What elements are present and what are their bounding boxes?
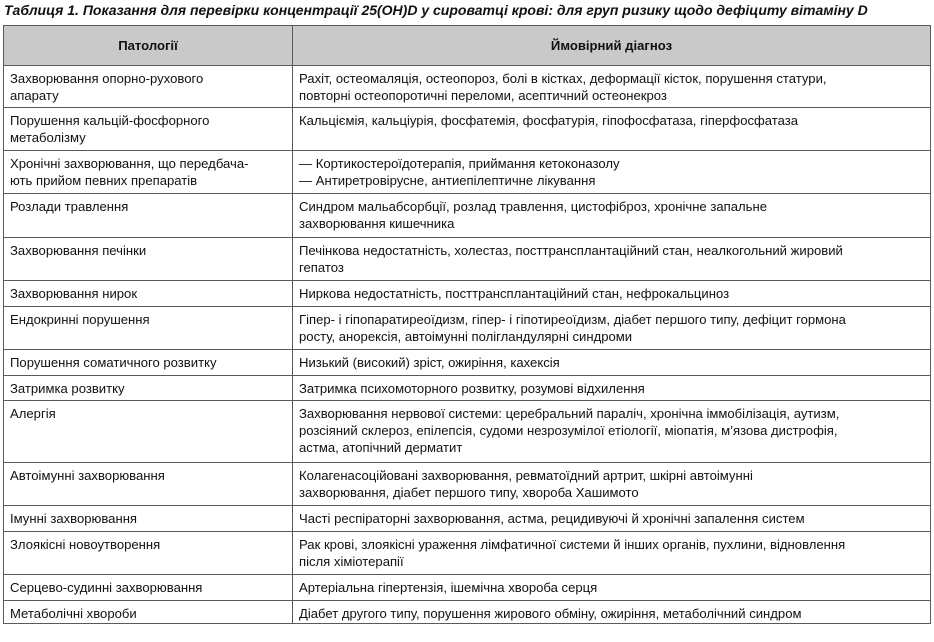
diagnosis-text-line: Рахіт, остеомаляція, остеопороз, болі в кістках, деформації кісток, порушення статури, bbox=[299, 71, 827, 86]
pathology-cell bbox=[4, 238, 293, 281]
pathology-text-line: апарату bbox=[10, 88, 59, 103]
pathology-text-line: Злоякісні новоутворення bbox=[10, 537, 161, 552]
diagnosis-text-line: після хіміотерапії bbox=[299, 554, 404, 569]
diagnosis-text-line: гепатоз bbox=[299, 260, 344, 275]
diagnosis-text-line: Діабет другого типу, порушення жирового обміну, ожиріння, метаболічний синдром bbox=[299, 606, 802, 621]
pathology-cell bbox=[4, 506, 293, 532]
diagnosis-text-line: Захворювання нервової системи: церебральний параліч, хронічна іммобілізація, аутизм, bbox=[299, 406, 840, 421]
diagnosis-text-line: Синдром мальабсорбції, розлад травлення, цистофіброз, хронічне запальне bbox=[299, 199, 767, 214]
diagnosis-cell bbox=[293, 532, 931, 575]
pathology-cell bbox=[4, 376, 293, 401]
diagnosis-text-line: астма, атопічний дерматит bbox=[299, 440, 463, 455]
pathology-cell bbox=[4, 108, 293, 151]
pathology-cell bbox=[4, 575, 293, 601]
pathology-cell bbox=[4, 194, 293, 238]
diagnosis-text-line: Низький (високий) зріст, ожиріння, кахексія bbox=[299, 355, 560, 370]
diagnosis-text-line: Печінкова недостатність, холестаз, посттрансплантаційний стан, неалкогольний жировий bbox=[299, 243, 843, 258]
diagnosis-text-line: росту, анорексія, автоімунні полігландулярні синдроми bbox=[299, 329, 633, 344]
table-row bbox=[4, 401, 931, 463]
table-row bbox=[4, 532, 931, 575]
pathology-cell bbox=[4, 307, 293, 350]
diagnosis-text-line: розсіяний склероз, епілепсія, судоми незрозумілої етіології, міопатія, м’язова дистрофія, bbox=[299, 423, 838, 438]
table-row bbox=[4, 151, 931, 194]
diagnosis-text-line: повторні остеопоротичні переломи, асептичний остеонекроз bbox=[299, 88, 667, 103]
pathology-cell bbox=[4, 350, 293, 376]
diagnosis-cell bbox=[293, 376, 931, 401]
diagnosis-text-line: Ниркова недостатність, посттрансплантаційний стан, нефрокальциноз bbox=[299, 286, 730, 301]
pathology-text-line: Затримка розвитку bbox=[10, 381, 125, 396]
table-row bbox=[4, 506, 931, 532]
diagnosis-text-line: Гіпер- і гіпопаратиреоїдизм, гіпер- і гіпотиреоїдизм, діабет першого типу, дефіцит гормона bbox=[299, 312, 846, 327]
table-row bbox=[4, 66, 931, 108]
pathology-cell bbox=[4, 463, 293, 506]
pathology-text-line: Імунні захворювання bbox=[10, 511, 138, 526]
pathology-text-line: ють прийом певних препаратів bbox=[10, 173, 198, 188]
diagnosis-cell bbox=[293, 575, 931, 601]
pathology-cell bbox=[4, 66, 293, 108]
diagnosis-text-line: захворювання, діабет першого типу, хвороба Хашимото bbox=[299, 485, 639, 500]
table-header-row bbox=[4, 26, 931, 66]
table-row bbox=[4, 194, 931, 238]
pathology-text-line: Порушення соматичного розвитку bbox=[10, 355, 217, 370]
pathology-text-line: Метаболічні хвороби bbox=[10, 606, 137, 621]
diagnosis-text-line: Затримка психомоторного розвитку, розумові відхилення bbox=[299, 381, 645, 396]
diagnosis-cell bbox=[293, 350, 931, 376]
table-row bbox=[4, 307, 931, 350]
pathology-text-line: Хронічні захворювання, що передбача- bbox=[10, 156, 249, 171]
pathology-text-line: Серцево-судинні захворювання bbox=[10, 580, 203, 595]
diagnosis-cell bbox=[293, 601, 931, 624]
pathology-text-line: Захворювання нирок bbox=[10, 286, 138, 301]
diagnosis-text-line: захворювання кишечника bbox=[299, 216, 455, 231]
indications-table bbox=[3, 25, 931, 624]
pathology-text-line: Автоімунні захворювання bbox=[10, 468, 165, 483]
table-row bbox=[4, 108, 931, 151]
pathology-text-line: Захворювання опорно-рухового bbox=[10, 71, 204, 86]
table-row bbox=[4, 575, 931, 601]
table-caption: Таблиця 1. Показання для перевірки концентрації 25(ОН)D у сироватці крові: для груп ризику щодо дефіциту вітаміну D bbox=[4, 2, 868, 18]
diagnosis-text-line: Колагенасоційовані захворювання, ревматоїдний артрит, шкірні автоімунні bbox=[299, 468, 753, 483]
diagnosis-cell bbox=[293, 281, 931, 307]
table-row bbox=[4, 376, 931, 401]
diagnosis-cell bbox=[293, 194, 931, 238]
diagnosis-cell bbox=[293, 463, 931, 506]
table-row bbox=[4, 601, 931, 624]
pathology-cell bbox=[4, 532, 293, 575]
diagnosis-cell bbox=[293, 307, 931, 350]
header-diagnosis: Ймовірний діагноз bbox=[293, 26, 931, 66]
table-row bbox=[4, 463, 931, 506]
diagnosis-text-line: Кальціємія, кальціурія, фосфатемія, фосфатурія, гіпофосфатаза, гіперфосфатаза bbox=[299, 113, 799, 128]
diagnosis-cell bbox=[293, 401, 931, 463]
pathology-cell bbox=[4, 151, 293, 194]
pathology-cell bbox=[4, 601, 293, 624]
diagnosis-text-line: Артеріальна гіпертензія, ішемічна хвороба серця bbox=[299, 580, 598, 595]
diagnosis-cell bbox=[293, 506, 931, 532]
pathology-text-line: метаболізму bbox=[10, 130, 86, 145]
diagnosis-cell bbox=[293, 66, 931, 108]
pathology-text-line: Алергія bbox=[10, 406, 56, 421]
pathology-cell bbox=[4, 401, 293, 463]
diagnosis-cell bbox=[293, 238, 931, 281]
diagnosis-cell bbox=[293, 151, 931, 194]
pathology-text-line: Захворювання печінки bbox=[10, 243, 147, 258]
table-row bbox=[4, 350, 931, 376]
diagnosis-text-line: — Антиретровірусне, антиепілептичне лікування bbox=[299, 173, 596, 188]
diagnosis-text-line: — Кортикостероїдотерапія, приймання кетоконазолу bbox=[299, 156, 620, 171]
table-row bbox=[4, 281, 931, 307]
diagnosis-text-line: Рак крові, злоякісні ураження лімфатичної системи й інших органів, пухлини, відновлення bbox=[299, 537, 846, 552]
pathology-cell bbox=[4, 281, 293, 307]
table-body bbox=[4, 66, 931, 624]
pathology-text-line: Ендокринні порушення bbox=[10, 312, 150, 327]
header-pathology: Патології bbox=[4, 26, 293, 66]
table-row bbox=[4, 238, 931, 281]
pathology-text-line: Порушення кальцій-фосфорного bbox=[10, 113, 210, 128]
pathology-text-line: Розлади травлення bbox=[10, 199, 129, 214]
diagnosis-cell bbox=[293, 108, 931, 151]
diagnosis-text-line: Часті респіраторні захворювання, астма, рецидивуючі й хронічні запалення систем bbox=[299, 511, 805, 526]
